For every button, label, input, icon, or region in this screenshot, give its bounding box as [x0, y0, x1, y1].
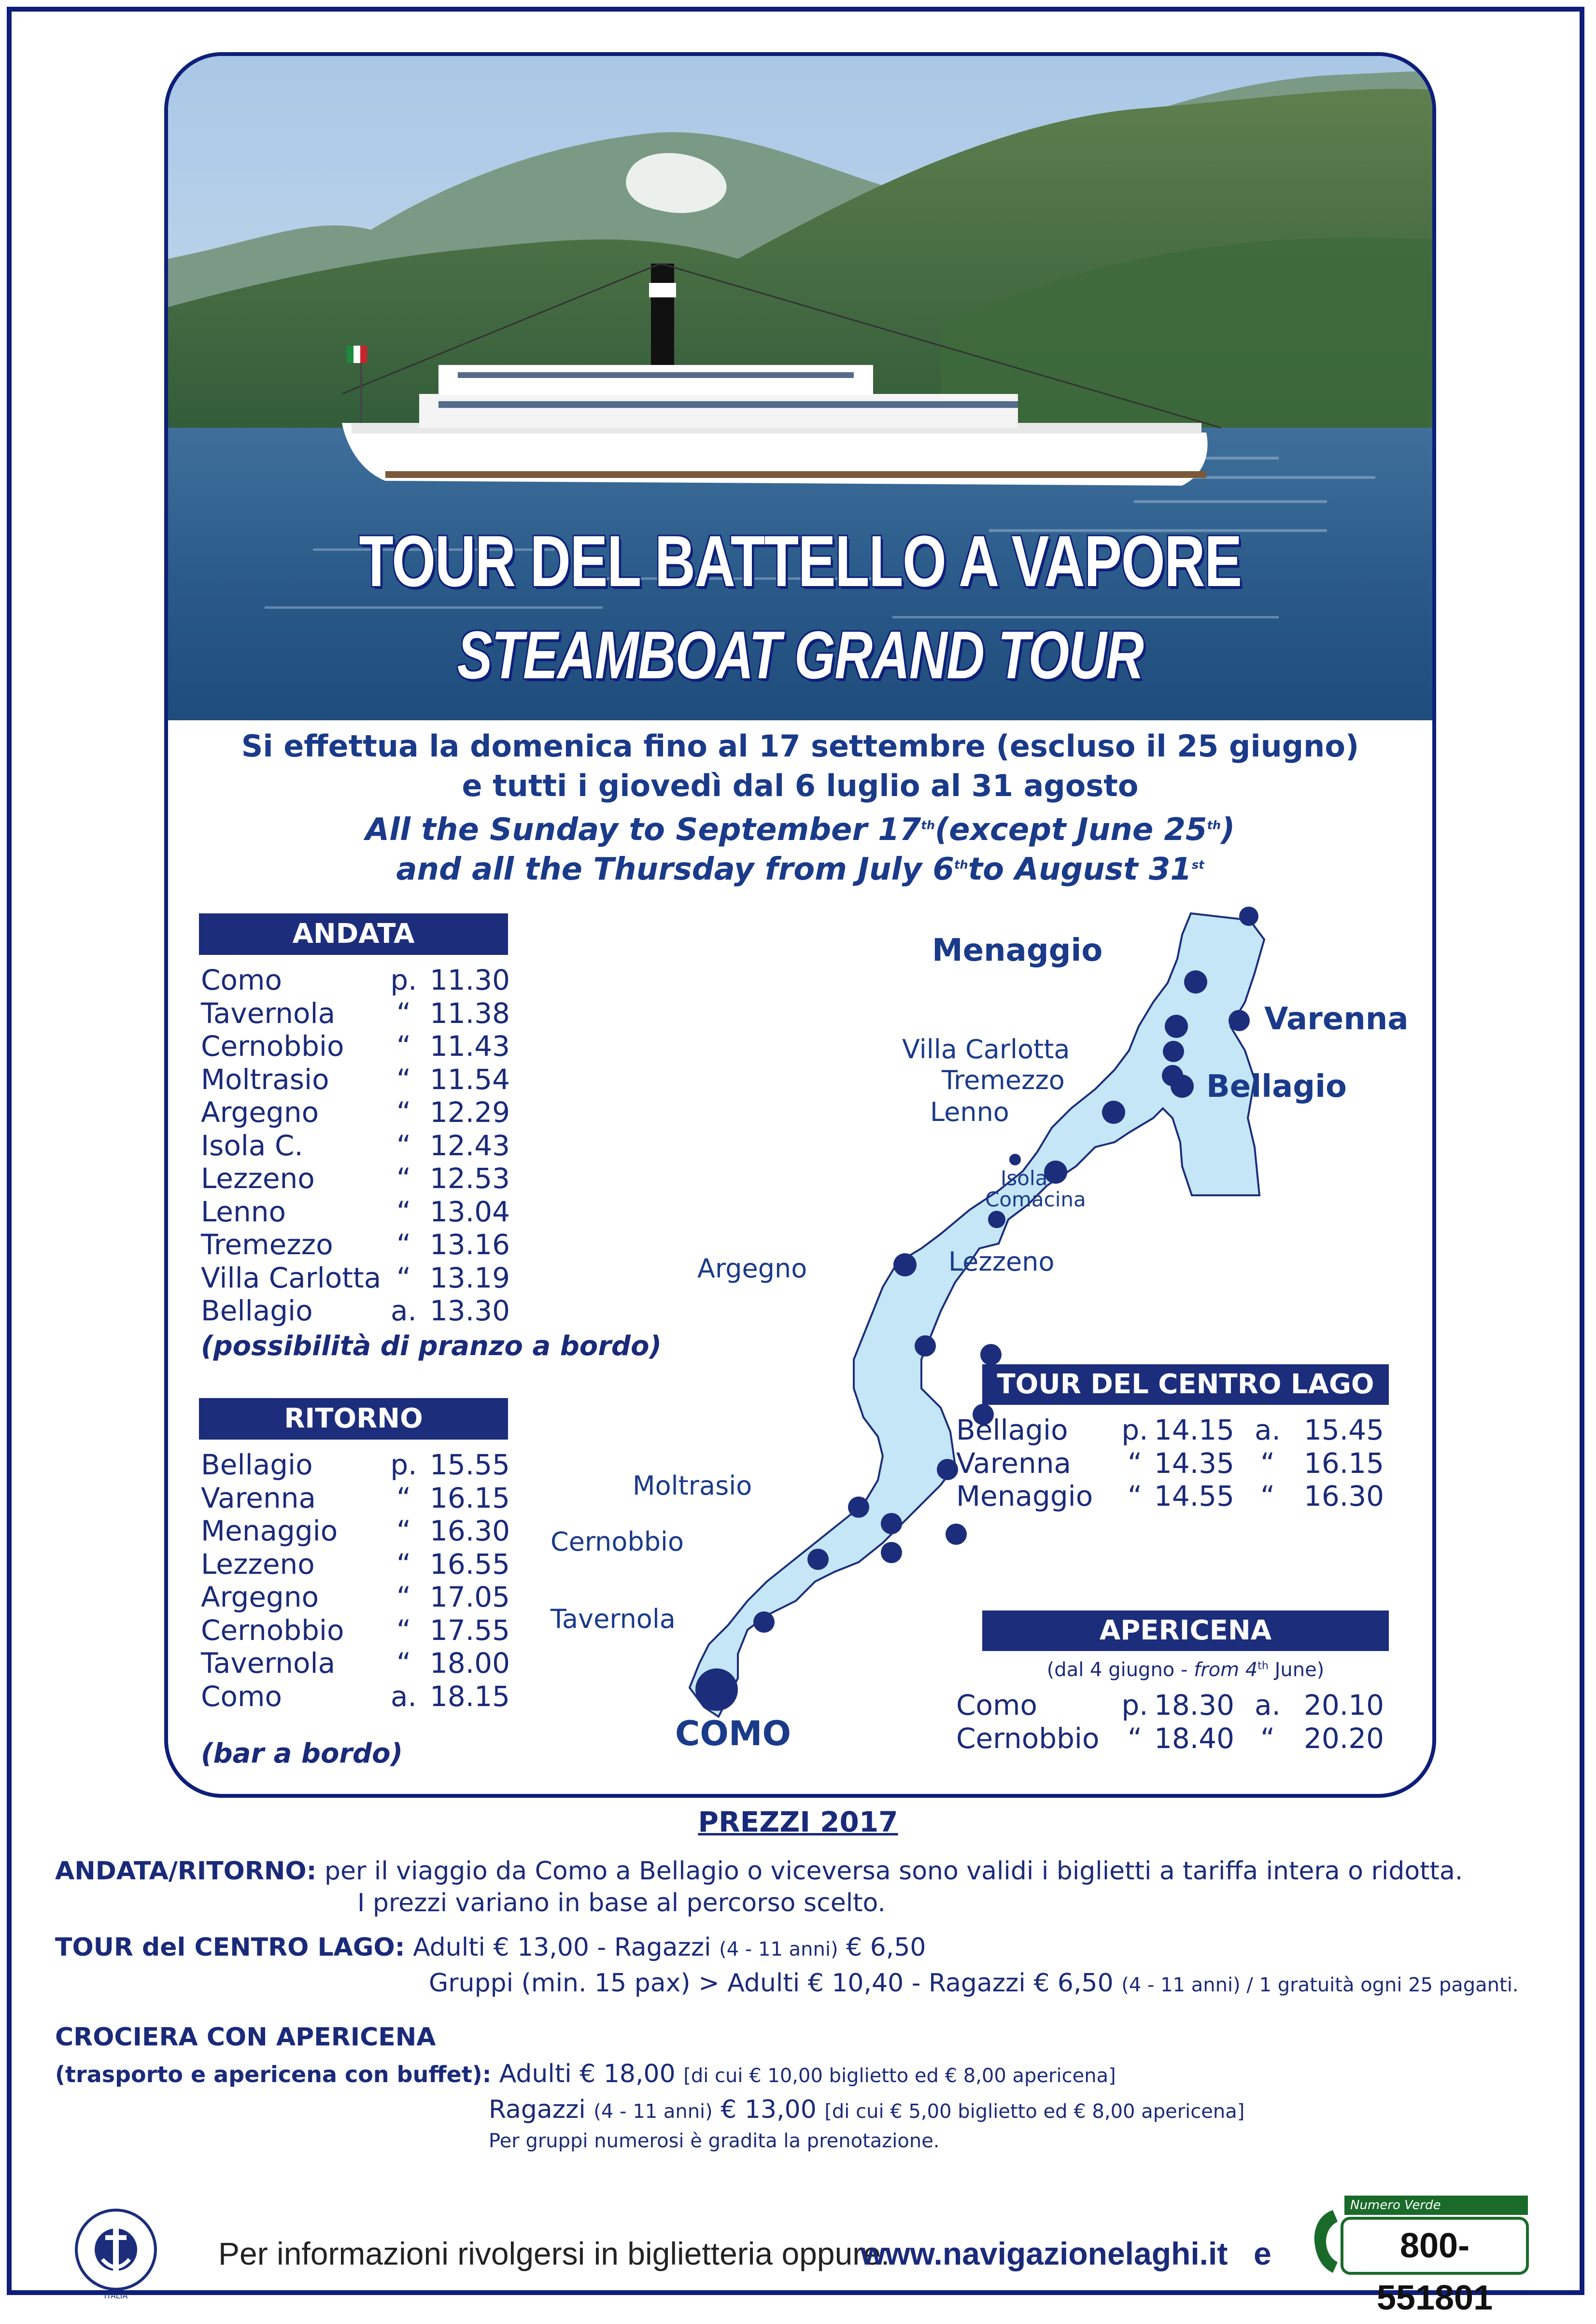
timetable-arr: 20.20	[1304, 1722, 1384, 1755]
map-dot-menaggio	[1184, 970, 1207, 994]
map-label-lenno: Lenno	[930, 1097, 1009, 1127]
map-dot-west-2	[937, 1459, 958, 1480]
timetable-dep-mark: p.	[1121, 1414, 1148, 1446]
timetable-time: 13.04	[429, 1195, 510, 1228]
timetable-stop: Cernobbio	[956, 1722, 1100, 1755]
map-dot-varenna	[1229, 1010, 1250, 1031]
timetable-mark: “	[396, 1547, 411, 1581]
timetable-stop: Tremezzo	[201, 1228, 333, 1261]
timetable-dep: 14.35	[1154, 1446, 1235, 1480]
footer-and: e	[1254, 2236, 1271, 2271]
map-label-cernobbio: Cernobbio	[551, 1526, 684, 1557]
ritorno-note: (bar a bordo)	[201, 1738, 403, 1769]
ritorno-header: RITORNO	[199, 1398, 508, 1440]
timetable-arr-mark: a.	[1255, 1689, 1281, 1722]
timetable-arr-mark: a.	[1255, 1414, 1281, 1446]
timetable-mark: “	[396, 1613, 411, 1647]
map-dot-villa-carlotta	[1163, 1041, 1184, 1062]
timetable-mark: a.	[391, 1680, 417, 1713]
prezzi-andata-ritorno: ANDATA/RITORNO: per il viaggio da Como a Bellagio o viceversa sono validi i biglietti a tariffa intera o ridotta.	[55, 1857, 1463, 1886]
map-dot-east-3	[881, 1513, 902, 1534]
timetable-arr-mark: “	[1260, 1480, 1275, 1512]
map-dot-east-4	[946, 1524, 967, 1545]
timetable-stop: Villa Carlotta	[201, 1261, 381, 1294]
timetable-stop: Cernobbio	[201, 1613, 344, 1647]
timetable-arr-mark: “	[1260, 1722, 1275, 1755]
timetable-stop: Argegno	[201, 1581, 319, 1613]
timetable-mark: “	[396, 1581, 411, 1613]
map-dot-tavernola	[753, 1611, 775, 1633]
timetable-stop: Tavernola	[201, 1647, 336, 1680]
title-english: STEAMBOAT GRAND TOUR	[457, 617, 1144, 693]
timetable-stop: Varenna	[956, 1446, 1072, 1480]
footer-website[interactable]: www.navigazionelaghi.it	[861, 2236, 1228, 2271]
timetable-stop: Argegno	[201, 1096, 319, 1129]
map-dot-north	[1239, 907, 1258, 926]
map-label-varenna: Varenna	[1264, 1001, 1409, 1037]
timetable-row	[956, 1447, 1400, 1480]
timetable-stop: Lezzeno	[201, 1547, 315, 1581]
centro-lago-header: TOUR DEL CENTRO LAGO	[982, 1364, 1389, 1405]
map-dot-west-1	[915, 1335, 936, 1357]
map-label-lezzeno: Lezzeno	[948, 1246, 1055, 1277]
centro-lago-table	[956, 1414, 1400, 1513]
timetable-mark: “	[396, 1647, 411, 1680]
timetable-mark: “	[396, 996, 411, 1030]
timetable-time: 12.43	[429, 1129, 510, 1162]
timetable-time: 16.55	[429, 1547, 510, 1581]
timetable-dep: 18.40	[1154, 1722, 1235, 1755]
timetable-time: 18.00	[429, 1647, 510, 1680]
timetable-time: 16.30	[429, 1514, 510, 1547]
prezzi-crociera-label: CROCIERA CON APERICENA	[55, 2023, 436, 2052]
prezzi-title: PREZZI 2017	[698, 1806, 898, 1838]
phone-number: 800-551801	[1376, 2226, 1493, 2317]
timetable-arr: 16.30	[1304, 1480, 1384, 1512]
timetable-mark: “	[396, 1129, 411, 1162]
timetable-time: 13.16	[429, 1228, 510, 1261]
timetable-row	[956, 1414, 1400, 1447]
timetable-arr: 20.10	[1304, 1689, 1384, 1722]
timetable-dep-mark: “	[1127, 1446, 1143, 1480]
timetable-arr-mark: “	[1260, 1446, 1275, 1480]
timetable-time: 13.30	[429, 1294, 510, 1327]
map-label-isola: Isola	[1001, 1166, 1048, 1190]
timetable-stop: Bellagio	[956, 1414, 1068, 1446]
schedule-en-line1: All the Sunday to September 17th(except June 25th)	[365, 812, 1235, 848]
apericena-table	[956, 1689, 1400, 1755]
timetable-mark: p.	[390, 1448, 417, 1481]
timetable-arr: 16.15	[1304, 1446, 1384, 1480]
poster-panel	[164, 52, 1436, 1798]
map-dot-argegno	[893, 1253, 917, 1276]
timetable-stop: Menaggio	[956, 1480, 1093, 1512]
timetable-time: 16.15	[429, 1481, 510, 1514]
navigazione-laghi-logo	[58, 2201, 174, 2298]
timetable-dep-mark: “	[1127, 1480, 1143, 1512]
map-dot-como	[695, 1668, 738, 1711]
timetable-dep-mark: “	[1127, 1722, 1143, 1755]
timetable-stop: Cernobbio	[201, 1030, 344, 1063]
andata-header: ANDATA	[199, 913, 508, 955]
map-dot-lezzeno-upper	[988, 1211, 1005, 1228]
timetable-time: 11.38	[429, 996, 510, 1030]
phone-box	[1341, 2217, 1529, 2317]
prezzi-gruppi: Gruppi (min. 15 pax) > Adulti € 10,40 - Ragazzi € 6,50 (4 - 11 anni) / 1 gratuità ogni 25 paganti.	[429, 1969, 1519, 1998]
prezzi-crociera-ragazzi: Ragazzi (4 - 11 anni) € 13,00 [di cui € 5,00 biglietto ed € 8,00 apericena]	[489, 2095, 1245, 2124]
map-label-tremezzo: Tremezzo	[942, 1065, 1065, 1095]
schedule-it-line1: Si effettua la domenica fino al 17 settembre (escluso il 25 giugno)	[241, 728, 1359, 764]
schedule-en-line2: and all the Thursday from July 6thto August 31st	[396, 852, 1204, 887]
timetable-mark: “	[396, 1063, 411, 1096]
map-label-como: COMO	[675, 1714, 791, 1753]
apericena-header: APERICENA	[982, 1610, 1389, 1651]
timetable-time: 18.15	[429, 1680, 510, 1713]
title-italian: TOUR DEL BATTELLO A VAPORE	[359, 520, 1242, 602]
timetable-mark: “	[396, 1514, 411, 1547]
prezzi-crociera-adulti: (trasporto e apericena con buffet): Adulti € 18,00 [di cui € 10,00 biglietto ed € 8,00 apericena]	[55, 2059, 1116, 2088]
footer-info: Per informazioni rivolgersi in biglietteria oppure:	[218, 2236, 890, 2271]
timetable-mark: “	[396, 1195, 411, 1228]
map-dot-cernobbio	[807, 1549, 829, 1570]
timetable-stop: Bellagio	[201, 1448, 313, 1481]
map-label-villa-carlotta: Villa Carlotta	[902, 1034, 1070, 1064]
timetable-row	[956, 1722, 1400, 1755]
timetable-time: 11.30	[429, 964, 510, 996]
prezzi-gruppi-note: Per gruppi numerosi è gradita la prenotazione.	[489, 2130, 940, 2152]
map-label-bellagio: Bellagio	[1206, 1069, 1347, 1105]
timetable-stop: Como	[956, 1689, 1037, 1722]
numero-verde-label: Numero Verde	[1344, 2196, 1528, 2215]
map-dot-lenno	[1102, 1101, 1125, 1124]
timetable-stop: Tavernola	[201, 996, 336, 1030]
timetable-stop: Lezzeno	[201, 1162, 315, 1195]
timetable-mark: “	[396, 1261, 411, 1294]
timetable-mark: “	[396, 1030, 411, 1063]
map-label-menaggio: Menaggio	[932, 933, 1103, 968]
timetable-time: 17.05	[429, 1581, 510, 1613]
map-label-tavernola: Tavernola	[551, 1604, 676, 1634]
timetable-time: 15.55	[429, 1448, 510, 1481]
timetable-stop: Isola C.	[201, 1129, 303, 1162]
timetable-stop: Como	[201, 964, 282, 996]
map-dot-villa-carlotta-upper	[1165, 1015, 1188, 1038]
timetable-time: 11.54	[429, 1063, 510, 1096]
timetable-dep: 14.55	[1154, 1480, 1235, 1512]
timetable-dep: 14.15	[1154, 1414, 1235, 1446]
andata-note: (possibilità di pranzo a bordo)	[201, 1330, 662, 1362]
timetable-mark: a.	[391, 1294, 417, 1327]
timetable-mark: “	[396, 1096, 411, 1129]
timetable-dep-mark: p.	[1121, 1689, 1148, 1722]
timetable-mark: p.	[390, 964, 417, 996]
timetable-time: 11.43	[429, 1030, 510, 1063]
apericena-subtitle: (dal 4 giugno - from 4th June)	[1046, 1659, 1325, 1681]
timetable-stop: Menaggio	[201, 1514, 338, 1547]
timetable-mark: “	[396, 1481, 411, 1514]
prezzi-andata-ritorno-line2: I prezzi variano in base al percorso scelto.	[357, 1889, 886, 1918]
timetable-row	[956, 1689, 1400, 1722]
timetable-mark: “	[396, 1162, 411, 1195]
timetable-time: 13.19	[429, 1261, 510, 1294]
map-dot-bellagio	[1171, 1075, 1194, 1098]
timetable-time: 12.29	[429, 1096, 510, 1129]
timetable-stop: Como	[201, 1680, 282, 1713]
map-dot-east-5	[881, 1542, 902, 1563]
map-label-argegno: Argegno	[697, 1253, 807, 1284]
map-label-comacina: Comacina	[985, 1188, 1086, 1211]
timetable-time: 17.55	[429, 1613, 510, 1647]
timetable-stop: Moltrasio	[201, 1063, 329, 1096]
logo-country: ITALIA	[104, 2291, 128, 2300]
timetable-stop: Varenna	[201, 1481, 316, 1514]
schedule-it-line2: e tutti i giovedì dal 6 luglio al 31 agosto	[462, 768, 1139, 803]
timetable-stop: Lenno	[201, 1195, 286, 1228]
map-dot-isola-small	[1009, 1154, 1021, 1165]
map-dot-moltrasio	[848, 1497, 869, 1518]
phone-icon	[1304, 2205, 1342, 2278]
timetable-arr: 15.45	[1304, 1414, 1384, 1446]
lake-como-map	[168, 56, 1432, 1794]
timetable-row	[956, 1480, 1400, 1513]
timetable-mark: “	[396, 1228, 411, 1261]
timetable-time: 12.53	[429, 1162, 510, 1195]
timetable-stop: Bellagio	[201, 1294, 313, 1327]
numero-verde[interactable]	[1304, 2196, 1531, 2317]
map-label-moltrasio: Moltrasio	[633, 1470, 752, 1501]
prezzi-centro-lago: TOUR del CENTRO LAGO: Adulti € 13,00 - Ragazzi (4 - 11 anni) € 6,50	[55, 1933, 926, 1962]
map-dot-east-1	[980, 1344, 1002, 1365]
timetable-dep: 18.30	[1154, 1689, 1235, 1722]
